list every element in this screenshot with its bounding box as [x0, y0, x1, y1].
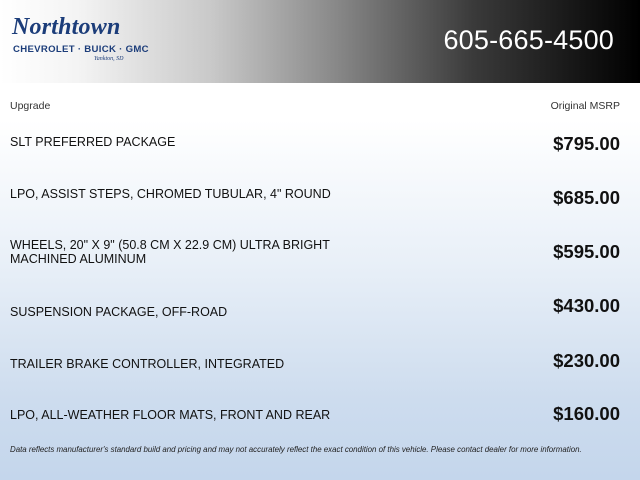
dealer-logo[interactable]: [10, 14, 149, 70]
upgrade-price: $595.00: [553, 241, 620, 262]
logo-brands-text: CHEVROLET · BUICK · GMC: [13, 44, 149, 55]
upgrade-price: $795.00: [553, 133, 620, 154]
dealer-phone[interactable]: 605-665-4500: [443, 25, 614, 55]
upgrade-description: LPO, ASSIST STEPS, CHROMED TUBULAR, 4" ROUND: [10, 187, 331, 201]
upgrade-description: TRAILER BRAKE CONTROLLER, INTEGRATED: [10, 357, 285, 371]
upgrade-price: $685.00: [553, 187, 620, 208]
upgrade-description: SUSPENSION PACKAGE, OFF-ROAD: [10, 305, 228, 319]
msrp-column-header: Original MSRP: [550, 100, 620, 112]
upgrade-price: $230.00: [553, 350, 620, 371]
upgrade-column-header: Upgrade: [10, 100, 51, 112]
upgrade-price: $430.00: [553, 295, 620, 316]
upgrade-description: LPO, ALL-WEATHER FLOOR MATS, FRONT AND REAR: [10, 408, 331, 422]
upgrade-description: WHEELS, 20" X 9" (50.8 CM X 22.9 CM) ULTRA BRIGHT MACHINED ALUMINUM: [10, 238, 330, 266]
header-banner: [0, 0, 640, 83]
logo-city-text: Yankton, SD: [94, 56, 124, 62]
upgrade-description: SLT PREFERRED PACKAGE: [10, 135, 176, 149]
logo-script-text: Northtown: [12, 14, 121, 40]
pricing-disclaimer: Data reflects manufacturer's standard build and pricing and may not accurately reflect the exact condition of this vehicle. Please contact dealer for more information.: [10, 445, 582, 454]
upgrade-price: $160.00: [553, 403, 620, 424]
